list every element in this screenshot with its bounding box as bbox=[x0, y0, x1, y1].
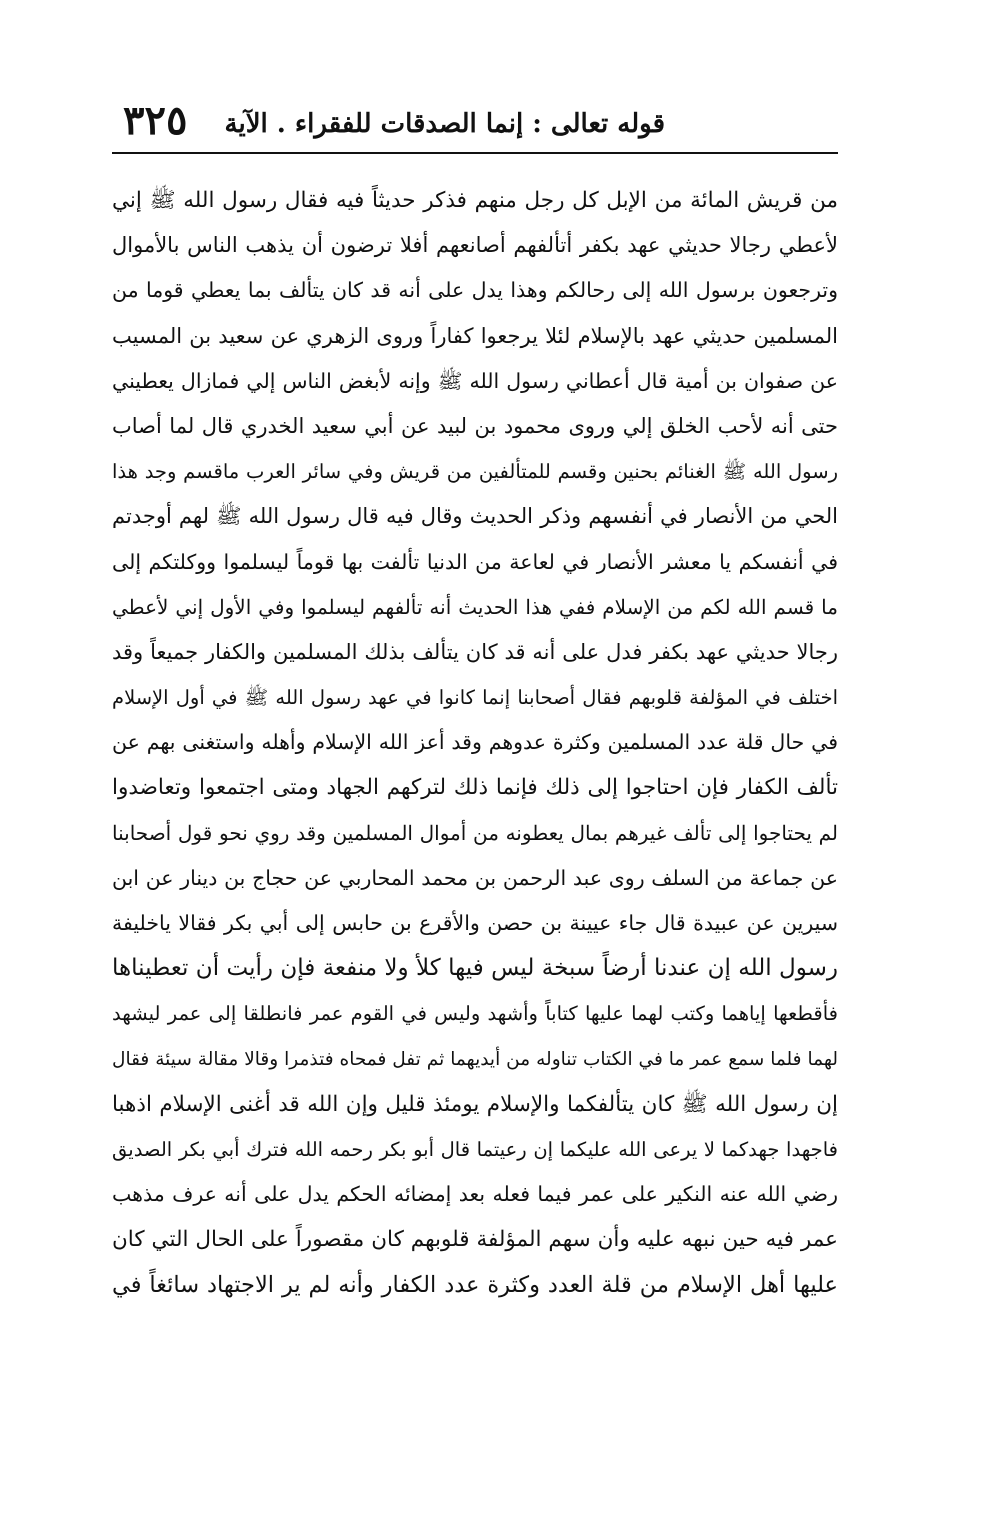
text-line: فأقطعها إياهما وكتب لهما عليها كتاباً وأشهد وليس في القوم عمر فانطلقا إلى عمر ليشهد bbox=[112, 1002, 838, 1026]
text-line: لهما فلما سمع عمر ما في الكتاب تناوله من أيديهما ثم تفل فمحاه فتذمرا وقالا مقالة سيئة فقال bbox=[112, 1048, 838, 1070]
running-title: قوله تعالى : إنما الصدقات للفقراء . الآية bbox=[224, 109, 665, 139]
text-line: عليها أهل الإسلام من قلة العدد وكثرة عدد الكفار وأنه لم ير الاجتهاد سائغاً في bbox=[112, 1271, 838, 1298]
text-line: فاجهدا جهدكما لا يرعى الله عليكما إن رعيتما قال أبو بكر رحمه الله فترك أبي بكر الصديق bbox=[112, 1137, 838, 1161]
text-line: حتى أنه لأحب الخلق إلي وروى محمود بن لبيد عن أبي سعيد الخدري قال لما أصاب bbox=[112, 413, 838, 438]
text-line: عمر فيه حين نبهه عليه وأن سهم المؤلفة قلوبهم كان مقصوراً على الحال التي كان bbox=[112, 1227, 838, 1253]
text-line: لم يحتاجوا إلى تألف غيرهم بمال يعطونه من أموال المسلمين وقد روي نحو قول أصحابنا bbox=[112, 820, 838, 845]
text-line: في حال قلة عدد المسلمين وكثرة عدوهم وقد أعز الله الإسلام وأهله واستغنى بهم عن bbox=[112, 730, 838, 755]
text-line: الحي من الأنصار في أنفسهم وذكر الحديث وقال فيه قال رسول الله ﷺ لهم أوجدتم bbox=[112, 504, 838, 529]
text-line: من قريش المائة من الإبل كل رجل منهم فذكر حديثاً فيه فقال رسول الله ﷺ إني bbox=[112, 188, 838, 213]
body-text bbox=[112, 178, 838, 1308]
header-divider bbox=[112, 152, 838, 154]
text-line: في أنفسكم يا معشر الأنصار في لعاعة من الدنيا تألفت بها قوماً ليسلموا ووكلتكم إلى bbox=[112, 549, 838, 574]
text-line: اختلف في المؤلفة قلوبهم فقال أصحابنا إنما كانوا في عهد رسول الله ﷺ في أول الإسلام bbox=[112, 686, 838, 710]
text-line: عن صفوان بن أمية قال أعطاني رسول الله ﷺ وإنه لأبغض الناس إلي فمازال يعطيني bbox=[112, 368, 838, 393]
text-line: رجالا حديثي عهد بكفر فدل على أنه قد كان يتألف بذلك المسلمين والكفار جميعاً وقد bbox=[112, 639, 838, 664]
text-line: ما قسم الله لكم من الإسلام ففي هذا الحديث أنه تألفهم ليسلموا وفي الأول إني لأعطي bbox=[112, 594, 838, 619]
text-line: تألف الكفار فإن احتاجوا إلى ذلك فإنما ذلك لتركهم الجهاد ومتى اجتمعوا وتعاضدوا bbox=[112, 775, 838, 801]
text-line: رسول الله إن عندنا أرضاً سبخة ليس فيها كلأ ولا منفعة فإن رأيت أن تعطيناها bbox=[112, 955, 838, 982]
text-line: وترجعون برسول الله إلى رحالكم وهذا يدل على أنه قد كان يتألف بما يعطي قوما من bbox=[112, 278, 838, 303]
text-line: سيرين عن عبيدة قال جاء عيينة بن حصن والأقرع بن حابس إلى أبي بكر فقالا ياخليفة bbox=[112, 911, 838, 935]
text-line: إن رسول الله ﷺ كان يتألفكما والإسلام يومئذ قليل وإن الله قد أغنى الإسلام اذهبا bbox=[112, 1091, 838, 1117]
text-line: المسلمين حديثي عهد بالإسلام لئلا يرجعوا كفاراً وروى الزهري عن سعيد بن المسيب bbox=[112, 323, 838, 348]
page-number: ٣٢٥ bbox=[123, 97, 188, 144]
page-header bbox=[115, 95, 835, 153]
text-line: رسول الله ﷺ الغنائم بحنين وقسم للمتألفين من قريش وفي سائر العرب ماقسم وجد هذا bbox=[112, 460, 838, 484]
text-line: عن جماعة من السلف روى عبد الرحمن بن محمد المحاربي عن حجاج بن دينار عن ابن bbox=[112, 865, 838, 890]
text-line: رضي الله عنه النكير على عمر فيما فعله بعد إمضائه الحكم يدل على أنه عرف مذهب bbox=[112, 1182, 838, 1207]
text-line: لأعطي رجالا حديثي عهد بكفر أتألفهم أصانعهم أفلا ترضون أن يذهب الناس بالأموال bbox=[112, 233, 838, 258]
